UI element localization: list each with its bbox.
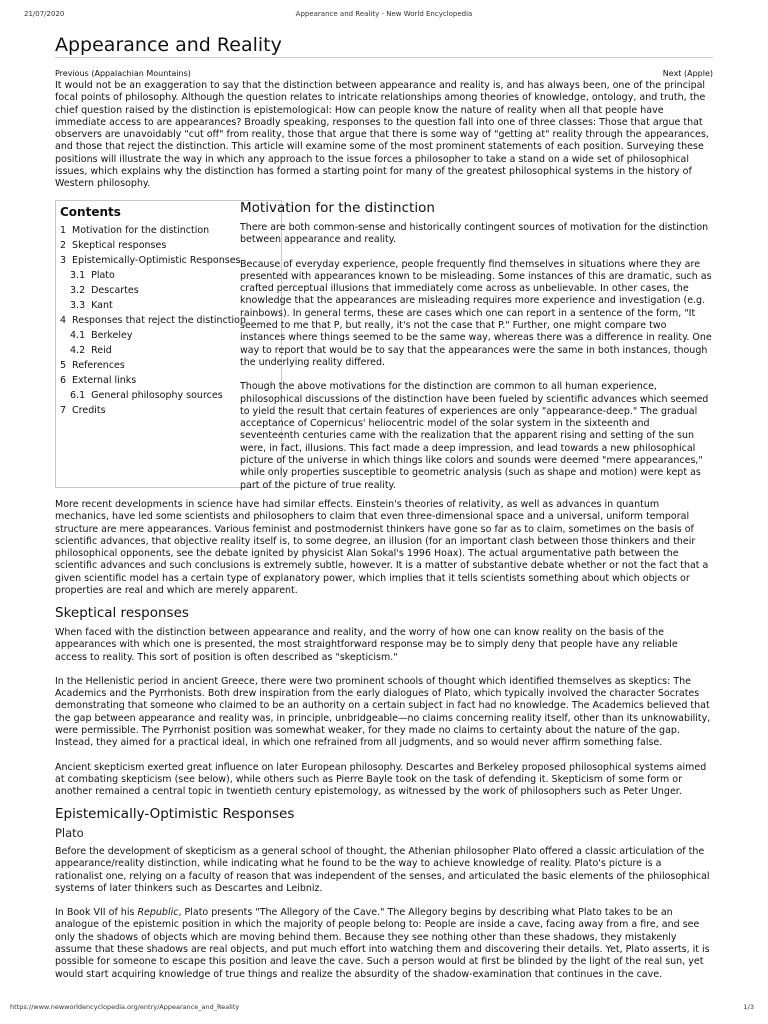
toc-item-label: Reid [91,345,112,356]
toc-item-number: 3 [60,255,67,266]
republic-italic: Republic [137,907,179,919]
motivation-heading: Motivation for the distinction [240,200,435,216]
plato-paragraph-2 [55,907,712,981]
toc-item-label: Motivation for the distinction [72,225,210,236]
more-recent-section [55,499,712,597]
toc-item-label: Skeptical responses [72,240,167,251]
print-title: Appearance and Reality - New World Encyclopedia [295,10,473,18]
motivation-section [240,200,712,504]
title-divider [55,57,713,58]
toc-item-number: 3.2 [70,285,86,296]
skeptical-heading: Skeptical responses [55,605,189,621]
skeptical-paragraph-1: When faced with the distinction between appearance and reality, and the worry of how one can know reality on the basis of the appearances with which one is presented, the most straightforward response may be to simply deny that people have any reliable access to reality. This sort of position is often described as "skepticism." [55,627,678,663]
toc-item-number: 4 [60,315,67,326]
toc-item-label: Credits [72,405,106,416]
skeptical-paragraph-2: In the Hellenistic period in ancient Greece, there were two prominent schools of thought which identified themselves as skeptics: The Academics and the Pyrrhonists. Both drew inspiration from the early dialogues of Plato, which typically involved the character Socrates demonstrating that someone who claimed to be an authority on a certain subject in fact had no knowledge. The Academics believed that the gap between appearance and reality was, in principle, unbridgeable—no claims concerning reality itself, other than its unknowability, were permissible. The Pyrrhonist position was somewhat weaker, for they made no claims to certainty about the nature of the gap. Instead, they aimed for a practical ideal, in which one refrained from all judgments, and so would never affirm something false. [55,675,711,749]
next-article-link[interactable]: Next (Apple) [662,69,713,78]
intro-paragraph: It would not be an exaggeration to say that the distinction between appearance and reality is, and has always been, one of the principal focal points of philosophy. Although the question relates to intricate relationships among theories of knowledge, ontology, and truth, the chief question raised by the distinction is epistemological: How can people know the nature of reality when all that people have immediate access to are appearances? Broadly speaking, responses to the question fall into one of three classes: Those that argue that observers are unavoidably "cut off" from reality, those that argue that there is some way of "getting at" reality through the appearances, and those that reject the distinction. This article will examine some of the most prominent statements of each position. Surveying these positions will illustrate the way in which any approach to the issue forces a philosopher to take a stand on a wide set of philosophical issues, which explains why the distinction has formed a starting point for many of the greatest philosophical systems in the history of Western philosophy. [55,80,709,190]
toc-title: Contents [60,205,121,219]
skeptical-paragraph-3: Ancient skepticism exerted great influence on later European philosophy. Descartes and Berkeley proposed philosophical systems aimed at combating skepticism (see below), while others such as Pierre Bayle took on the task of defending it. Skepticism of some form or another remained a central topic in twentieth century epistemology, as witnessed by the work of philosophers such as Peter Unger. [55,761,707,798]
epistemic-section [55,806,712,993]
toc-item-number: 6.1 [70,390,86,401]
toc-item-label: External links [72,375,137,386]
print-footer [10,1003,754,1011]
toc-item-label: Responses that reject the distinction [72,315,246,326]
toc-item-number: 7 [60,405,67,416]
footer-url: https://www.newworldencyclopedia.org/entry/Appearance_and_Reality [10,1003,240,1011]
intro-section [55,80,712,191]
toc-item-label: Kant [91,300,113,311]
print-date: 21/07/2020 [24,10,65,18]
page-number: 1/3 [743,1003,754,1011]
toc-item-label: References [72,360,125,371]
motivation-paragraph-2: Because of everyday experience, people frequently find themselves in situations where they are presented with appearances known to be misleading. Some instances of this are dramatic, such as crafted perceptual illusions that immediately come across as unbelievable. In other cases, the knowledge that the appearances are misleading requires more experience and investigation (e.g. rainbows). In general terms, these are cases which one can report in a sentence of the form, "It seemed to me that P, but really, it's not the case that P." Further, one might compare two instances where things seemed to be the same way, whereas there was a difference in reality. One way to report that would be to say that the appearances were the same in both instances, though the underlying reality differed. [240,258,712,368]
plato-p2-start: In Book VII of his [55,907,138,919]
toc-item-label: Epistemically-Optimistic Responses [72,255,241,266]
previous-article-link[interactable]: Previous (Appalachian Mountains) [55,69,191,78]
more-recent-paragraph: More recent developments in science have had similar effects. Einstein's theories of relativity, as well as advances in quantum mechanics, have led some scientists and philosophers to claim that even three-dimensional space and a universal, uniform temporal structure are mere appearances. Various feminist and postmodernist thinkers have gone so far as to claim, sometimes on the basis of scientific advances, that objective reality itself is, to some degree, an illusion (for an important clash between those thinkers and their philosophical opponents, see the debate ignited by physicist Alan Sokal's 1996 Hoax). The actual argumentative path between the scientific advances and such conclusions is extremely subtle, however. It is a matter of substantive debate whether or not the fact that a given scientific model has a certain type of explanatory power, which implies that it tells scientists something about which objects or properties are real and which are merely apparent. [55,499,709,597]
page-title: Appearance and Reality [55,34,282,56]
motivation-paragraph-1: There are both common-sense and historically contingent sources of motivation for the distinction between appearance and reality. [240,222,709,246]
motivation-paragraph-3: Though the above motivations for the distinction are common to all human experience, philosophical discussions of the distinction have been fueled by scientific advances which seemed to yield the result that certain features of experiences are only "appearance-deep." The gradual acceptance of Copernicus' heliocentric model of the solar system in the sixteenth and seventeenth centuries came with the realization that the apparent rising and setting of the sun were, in fact, illusions. This fact made a deep impression, and lead towards a new philosophical picture of the universe in which things like colors and sounds were deemed "mere appearances," while only properties susceptible to geometric analysis (such as shape and motion) were kept as part of the picture of true reality. [240,381,709,491]
epistemic-heading: Epistemically-Optimistic Responses [55,806,295,822]
toc-item-number: 4.2 [70,345,86,356]
toc-item-number: 6 [60,375,67,386]
toc-item-number: 4.1 [70,330,86,341]
toc-item-label: Descartes [91,285,139,296]
toc-item-label: General philosophy sources [91,390,223,401]
toc-item-number: 3.1 [70,270,86,281]
skeptical-section [55,605,712,811]
print-header [14,10,754,22]
toc-item-number: 1 [60,225,67,236]
plato-paragraph-1: Before the development of skepticism as a general school of thought, the Athenian philosopher Plato offered a classic articulation of the appearance/reality distinction, while indicating what he found to be the way to achieve knowledge of reality. Plato's picture is a rationalist one, relying on a faculty of reason that was independent of the senses, and articulated the basic elements of the philosophical systems of later thinkers such as Descartes and Leibniz. [55,846,710,894]
toc-item-label: Berkeley [91,330,133,341]
toc-item-number: 3.3 [70,300,86,311]
toc-item-number: 5 [60,360,67,371]
plato-p2-rest: , Plato presents "The Allegory of the Cave." The Allegory begins by describing what Plato takes to be an analogue of the epistemic position in which the majority of people belong to: People are inside a cave, facing away from a fire, and see only the shadows of objects which are moving behind them. Because they see nothing other than these shadows, they mistakenly assume that these shadows are real objects, and put much effort into watching them and discovering their details. Yet, Plato asserts, it is possible for someone to escape this position and leave the cave. Such a person would at first be blinded by the light of the real sun, yet would start acquiring knowledge of true things and realize the absurdity of the shadow-examination that continues in the cave. [55,907,710,980]
plato-subheading: Plato [55,826,84,840]
toc-item-number: 2 [60,240,67,251]
toc-item-label: Plato [91,270,115,281]
